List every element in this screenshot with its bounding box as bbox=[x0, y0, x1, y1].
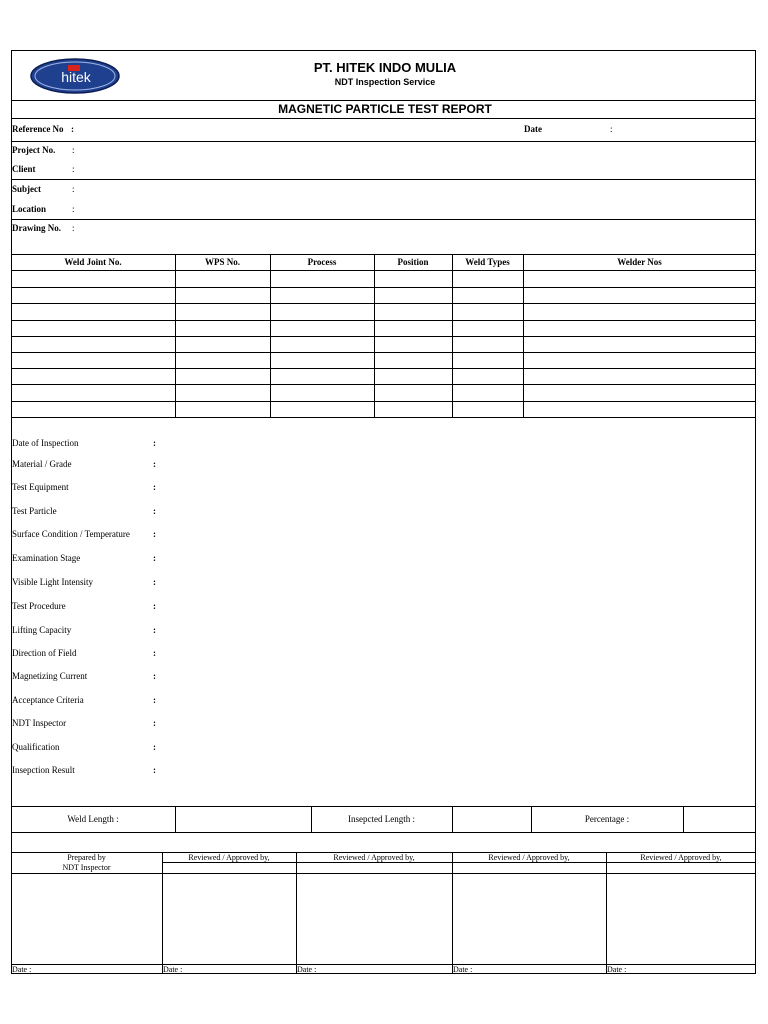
reviewed-label-2: Reviewed / Approved by, bbox=[333, 853, 415, 862]
detail-label: Visible Light Intensity bbox=[12, 577, 93, 587]
reference-colon: : bbox=[71, 124, 74, 134]
detail-label: Test Particle bbox=[12, 506, 57, 516]
reference-label: Reference No bbox=[12, 124, 64, 134]
detail-label: Qualification bbox=[12, 742, 60, 752]
col-weld-types: Weld Types bbox=[465, 257, 510, 267]
company-logo bbox=[30, 57, 120, 95]
reviewed-label-1: Reviewed / Approved by, bbox=[188, 853, 270, 862]
col-process: Process bbox=[307, 257, 337, 267]
detail-colon: : bbox=[153, 671, 156, 681]
drawing-label: Drawing No. bbox=[12, 223, 61, 233]
sig-date-5: Date : bbox=[607, 965, 627, 974]
detail-label: Test Procedure bbox=[12, 601, 66, 611]
col-wps: WPS No. bbox=[204, 257, 240, 267]
drawing-colon: : bbox=[72, 223, 75, 233]
location-label: Location bbox=[12, 204, 47, 214]
date-label: Date bbox=[524, 124, 542, 134]
percentage-label: Percentage : bbox=[584, 814, 630, 824]
inspected-length-label: Insepcted Length : bbox=[348, 814, 415, 824]
detail-label: Lifting Capacity bbox=[12, 625, 72, 635]
detail-label: Date of Inspection bbox=[12, 438, 79, 448]
logo-text: hitek bbox=[61, 69, 91, 85]
detail-colon: : bbox=[153, 648, 156, 658]
ndt-inspector-label: NDT Inspector bbox=[62, 863, 111, 872]
company-name: PT. HITEK INDO MULIA bbox=[313, 60, 457, 75]
detail-label: Magnetizing Current bbox=[12, 671, 88, 681]
detail-colon: : bbox=[153, 459, 156, 469]
service-name: NDT Inspection Service bbox=[334, 77, 436, 87]
location-colon: : bbox=[72, 204, 75, 214]
col-weld-joint: Weld Joint No. bbox=[64, 257, 122, 267]
sig-date-4: Date : bbox=[453, 965, 473, 974]
client-label: Client bbox=[12, 164, 36, 174]
detail-label: Acceptance Criteria bbox=[12, 695, 84, 705]
detail-colon: : bbox=[153, 765, 156, 775]
detail-colon: : bbox=[153, 718, 156, 728]
detail-label: Insepction Result bbox=[12, 765, 75, 775]
detail-colon: : bbox=[153, 553, 156, 563]
col-position: Position bbox=[397, 257, 429, 267]
logo-graphic bbox=[30, 57, 120, 95]
detail-colon: : bbox=[153, 742, 156, 752]
detail-colon: : bbox=[153, 695, 156, 705]
report-frame bbox=[11, 50, 756, 974]
date-colon: : bbox=[610, 124, 613, 134]
project-label: Project No. bbox=[12, 145, 56, 155]
detail-label: Examination Stage bbox=[12, 553, 81, 563]
detail-label: Test Equipment bbox=[12, 482, 69, 492]
project-colon: : bbox=[72, 145, 75, 155]
detail-colon: : bbox=[153, 625, 156, 635]
subject-colon: : bbox=[72, 184, 75, 194]
detail-colon: : bbox=[153, 506, 156, 516]
sig-date-1: Date : bbox=[12, 965, 32, 974]
weld-length-label: Weld Length : bbox=[67, 814, 119, 824]
detail-colon: : bbox=[153, 529, 156, 539]
detail-label: Surface Condition / Temperature bbox=[12, 529, 130, 539]
client-colon: : bbox=[72, 164, 75, 174]
sig-date-3: Date : bbox=[297, 965, 317, 974]
detail-label: NDT Inspector bbox=[12, 718, 67, 728]
prepared-by-label: Prepared by bbox=[67, 853, 106, 862]
sig-date-2: Date : bbox=[163, 965, 183, 974]
detail-label: Material / Grade bbox=[12, 459, 72, 469]
detail-colon: : bbox=[153, 577, 156, 587]
detail-colon: : bbox=[153, 482, 156, 492]
reviewed-label-4: Reviewed / Approved by, bbox=[640, 853, 722, 862]
reviewed-label-3: Reviewed / Approved by, bbox=[488, 853, 570, 862]
detail-label: Direction of Field bbox=[12, 648, 77, 658]
detail-colon: : bbox=[153, 438, 156, 448]
col-welder-nos: Welder Nos bbox=[617, 257, 662, 267]
report-title: MAGNETIC PARTICLE TEST REPORT bbox=[278, 102, 492, 116]
detail-colon: : bbox=[153, 601, 156, 611]
subject-label: Subject bbox=[12, 184, 41, 194]
